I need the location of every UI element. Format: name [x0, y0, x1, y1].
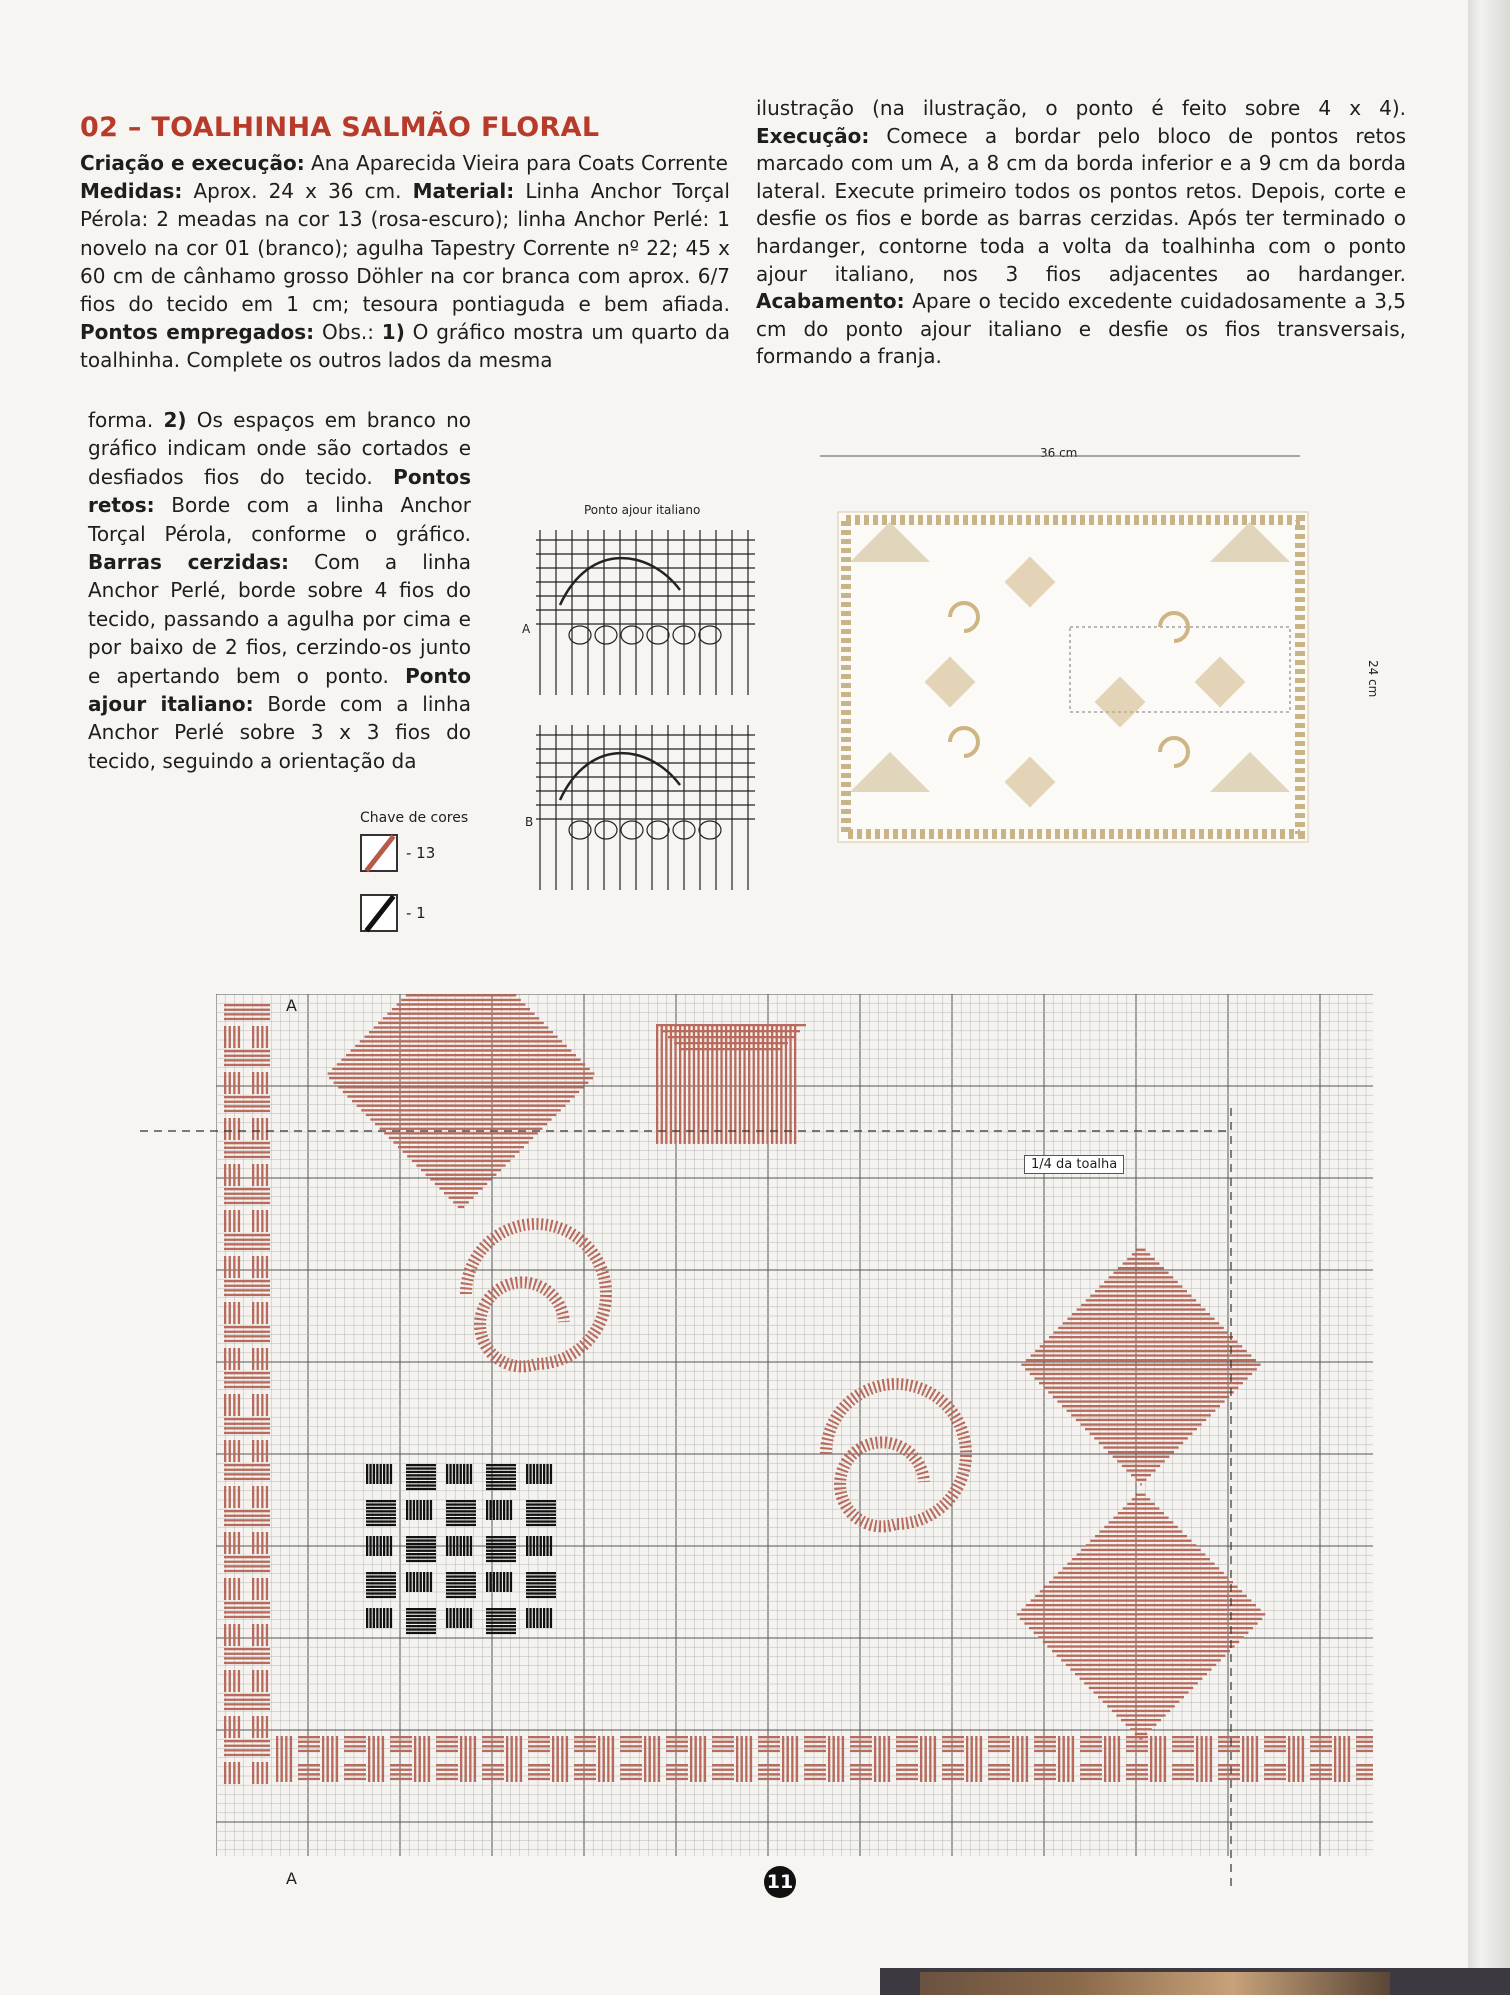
page-bottom-strip — [880, 1968, 1510, 1995]
chart-guide-vertical — [1226, 1108, 1236, 1888]
color-swatch-1 — [360, 894, 398, 932]
color-key-item — [360, 834, 510, 872]
width-label: 36 cm — [1040, 446, 1078, 460]
paragraph: Medidas: Aprox. 24 x 36 cm. Material: Linha Anchor Torçal Pérola: 2 meadas na cor 13 (rosa-escuro); linha Anchor Perlé: 1 novelo na cor 01 (branco); agulha Tapestry Corrente nº 22; 45 x 60 cm de cânhamo grosso Döhler na cor branca com aprox. 6/7 fios do tecido em 1 cm; tesoura pontiaguda e bem afiada. Pontos empregados: Obs.: 1) O gráfico mostra um quarto da toalhinha. Complete os outros lados da mesma — [80, 179, 730, 373]
embroidery-chart — [216, 994, 1373, 1856]
color-key-item — [360, 894, 510, 932]
paragraph: Criação e execução: Ana Aparecida Vieira para Coats Corrente — [80, 151, 728, 175]
overview-figure — [820, 452, 1310, 892]
step-a-label: A — [522, 622, 531, 636]
height-label: 24 cm — [1366, 660, 1380, 698]
page-number: 11 — [764, 1866, 796, 1898]
color-key-label: - 13 — [406, 844, 436, 862]
left-text — [80, 149, 730, 375]
color-key-title: Chave de cores — [360, 810, 469, 826]
left-column — [80, 112, 730, 375]
ajour-illustration — [530, 520, 780, 900]
right-column — [756, 95, 1406, 371]
ajour-title: Ponto ajour italiano — [584, 503, 701, 517]
article-title: 02 – TOALHINHA SALMÃO FLORAL — [80, 112, 600, 143]
start-label: A — [286, 1869, 297, 1888]
page-edge — [1468, 0, 1510, 1995]
right-text: ilustração (na ilustração, o ponto é feito sobre 4 x 4). Execução: Comece a bordar pelo bloco de pontos retos marcado com um A, a 8 cm da borda inferior e a 9 cm da borda lateral. Execute primeiro todos os pontos retos. Depois, corte e desfie os fios e borde as barras cerzidas. Após ter terminado o hardanger, contorne toda a volta da toalhinha com o ponto ajour italiano, nos 3 fios adjacentes ao hardanger. Acabamento: Apare o tecido excedente cuidadosamente a 3,5 cm do ponto ajour italiano e desfie os fios transversais, formando a franja. — [756, 96, 1406, 369]
chart-guide-line — [140, 1125, 1240, 1145]
color-key-label: - 1 — [406, 904, 426, 922]
quarter-label: 1/4 da toalha — [1024, 1155, 1124, 1174]
narrow-text: forma. 2) Os espaços em branco no gráfico indicam onde são cortados e desfiados fios do tecido. Pontos retos: Borde com a linha Anchor Torçal Pérola, conforme o gráfico. Barras cerzidas: Com a linha Anchor Perlé, borde sobre 4 fios do tecido, passando a agulha por cima e por baixo de 2 fios, cerzindo-os junto e apertando bem o ponto. Ponto ajour italiano: Borde com a linha Anchor Perlé sobre 3 x 3 fios do tecido, seguindo a orientação da — [88, 408, 471, 773]
step-b-label: B — [525, 815, 534, 829]
start-label-top: A — [286, 996, 297, 1015]
color-swatch-13 — [360, 834, 398, 872]
color-key — [360, 810, 510, 954]
narrow-column — [88, 406, 471, 775]
